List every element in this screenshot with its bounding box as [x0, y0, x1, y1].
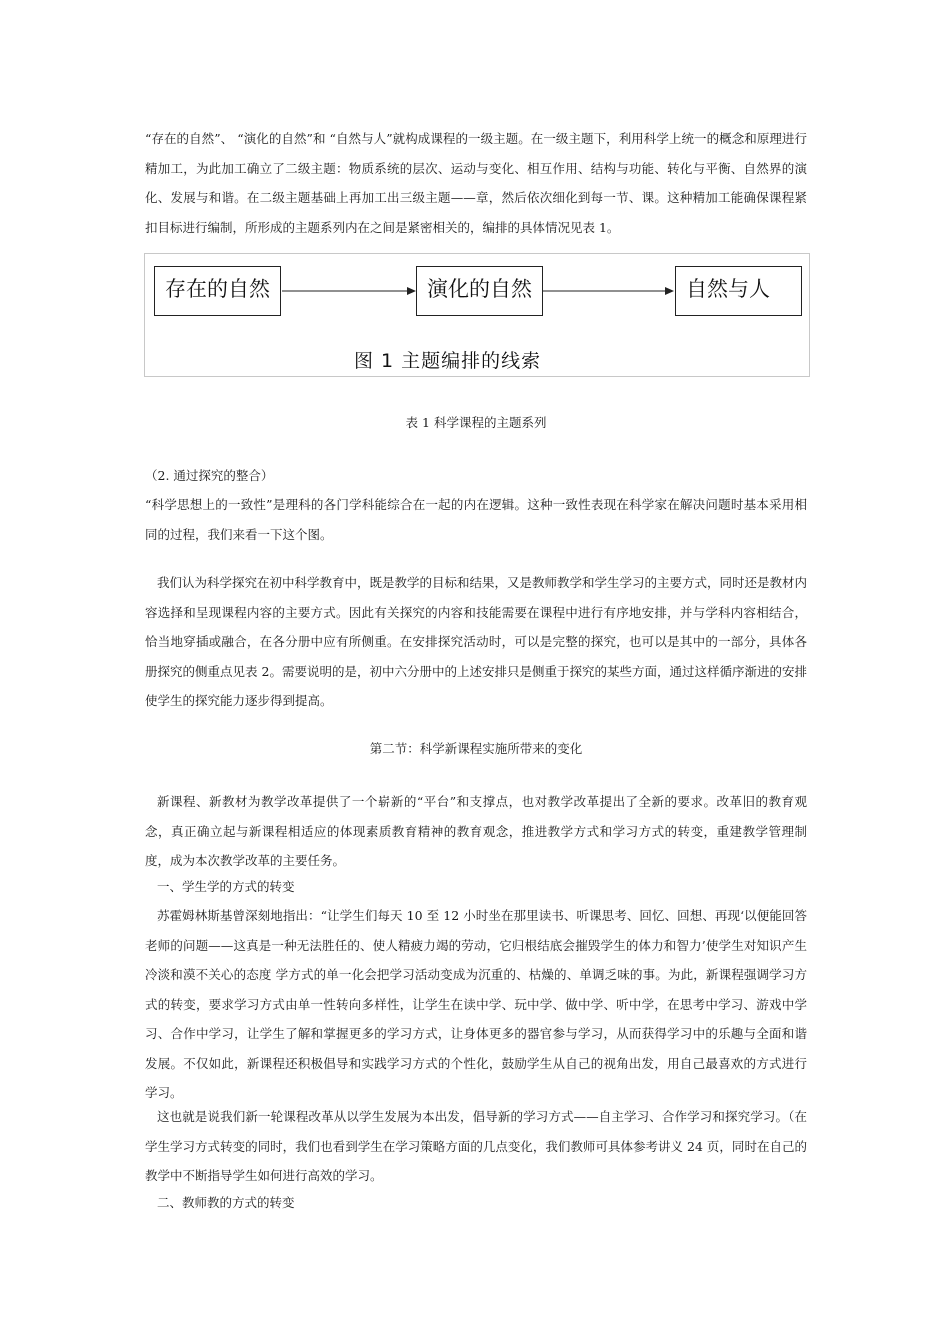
- paragraph-new-curriculum: 新课程、新教材为教学改革提供了一个崭新的“平台”和支撑点，也对教学改革提出了全新的要求。改革旧的教育观念，真正确立起与新课程相适应的体现素质教育精神的教育观念，推进教学方式和学习方式的转变，重建教学管理制度，成为本次教学改革的主要任务。: [145, 794, 807, 868]
- paragraph-scientific-inquiry: 我们认为科学探究在初中科学教育中，既是教学的目标和结果，又是教师教学和学生学习的主要方式，同时还是教材内容选择和呈现课程内容的主要方式。因此有关探究的内容和技能需要在课程中进行有序地安排，并与学科内容相结合，恰当地穿插或融合，在各分册中应有所侧重。在安排探究活动时，可以是完整的探究，也可以是其中的一部分，具体各册探究的侧重点见表 2。需要说明的是，初中六分册中的上述安排只是侧重于探究的某些方面，通过这样循序渐进的安排使学生的探究能力逐步得到提高。: [145, 575, 808, 708]
- paragraph-scientific-consistency: “科学思想上的一致性”是理科的各门学科能综合在一起的内在逻辑。这种一致性表现在科学家在解决问题时基本采用相同的过程，我们来看一下这个图。: [145, 497, 807, 542]
- node-evolving-nature: 演化的自然: [416, 266, 543, 316]
- node-nature-and-human: 自然与人: [675, 266, 802, 316]
- figure-caption: 图 1 主题编排的线索: [354, 350, 542, 372]
- paragraph-sukhomlinsky: 苏霍姆林斯基曾深刻地指出：“让学生们每天 10 至 12 小时坐在那里读书、听课思考、回忆、回想、再现‘以便能回答老师的问题——这真是一种无法胜任的、使人精疲力竭的劳动，它归根结底会摧毁学生的体力和智力’使学生对知识产生冷淡和漠不关心的态度 学方式的单一化会把学习活动变成为沉重的、枯燥的、单调乏味的事。为此，新课程强调学习方式的转变，要求学习方式由单一性转向多样性，让学生在读中学、玩中学、做中学、听中学，在思考中学习、游戏中学习、合作中学习，让学生了解和掌握更多的学习方式，让身体更多的器官参与学习，从而获得学习中的乐趣与全面和谐发展。不仅如此，新课程还积极倡导和实践学习方式的个性化，鼓励学生从自己的视角出发，用自己最喜欢的方式进行学习。: [145, 908, 807, 1100]
- paragraph-learning-methods: 这也就是说我们新一轮课程改革从以学生发展为本出发，倡导新的学习方式——自主学习、合作学习和探究学习。（在学生学习方式转变的同时，我们也看到学生在学习策略方面的几点变化，我们教师可具体参考讲义 24 页，同时在自己的教学中不断指导学生如何进行高效的学习。: [145, 1109, 807, 1183]
- figure-theme-sequence: [144, 253, 810, 377]
- subheading-inquiry-integration: （2. 通过探究的整合）: [145, 468, 274, 483]
- section-title: 第二节：科学新课程实施所带来的变化: [369, 741, 583, 756]
- heading-student-learning: 一、学生学的方式的转变: [157, 879, 295, 894]
- paragraph-first-level-themes: “存在的自然”、 “演化的自然”和 “自然与人”就构成课程的一级主题。在一级主题下，利用科学上统一的概念和原理进行精加工，为此加工确立了二级主题：物质系统的层次、运动与变化、相互作用、结构与功能、转化与平衡、自然界的演化、发展与和谐。在二级主题基础上再加工出三级主题——章，然后依次细化到每一节、课。这种精加工能确保课程紧扣目标进行编制，所形成的主题系列内在之间是紧密相关的，编排的具体情况见表 1。: [145, 131, 807, 235]
- node-existing-nature: 存在的自然: [154, 266, 281, 316]
- table-caption: 表 1 科学课程的主题系列: [405, 415, 547, 430]
- heading-teacher-teaching: 二、教师教的方式的转变: [157, 1195, 295, 1210]
